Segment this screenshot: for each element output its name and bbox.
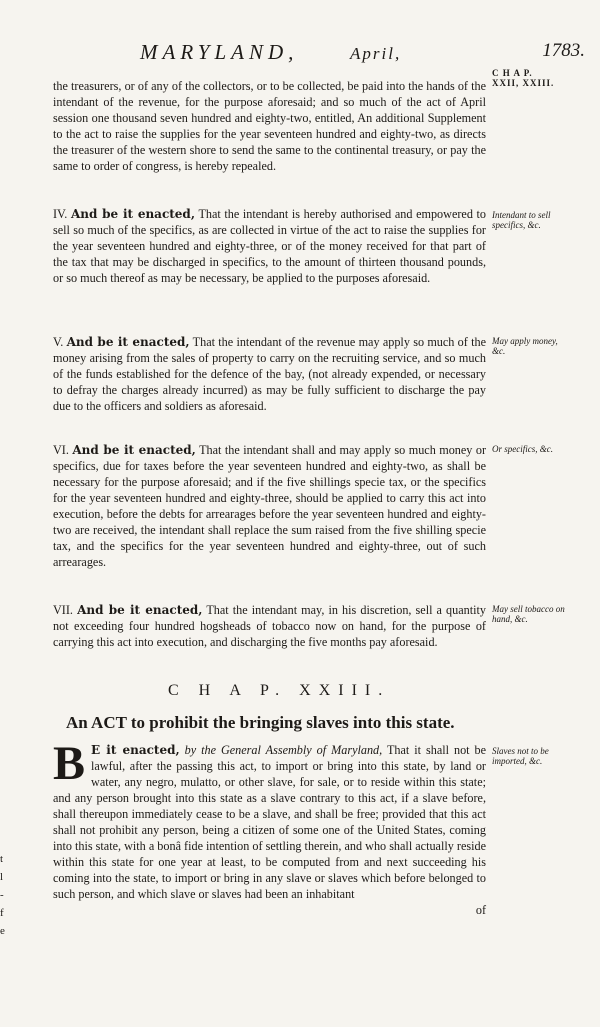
drop-cap: B [53,737,86,790]
margin-note-v: May apply money, &c. [492,336,558,356]
running-header [40,38,585,66]
section-number: V. [53,335,64,349]
paragraph-intro-text: the treasurers, or of any of the collectors, or to be collected, be paid into the hands of the intendant of the revenue, for the purpose aforesaid; and so much of the act of April session one thousand seven hundred and eighty-two, entitled, An additional Supplement to the act to raise the supplies for the year seventeen hundred and eighty-two, as directs the treasurer of the western shore to send the same to the continental treasury, or pay the same to order of congress, is hereby repealed. [53,79,486,173]
section-text: That it shall not be lawful, after the passing this act, to import or bring into this state, by land or water, any negro, mulatto, or other slave, for sale, or to reside within this state; and any person brought into this state as a slave contrary to this act, if a slave before, shall thereupon immediately cease to be a slave, and shall be free; provided that this act shall not prohibit any person, being a citizen of some one of the United States, coming into this state, with a bonâ fide intention of settling therein, and who shall actually reside within this state for one year at least, to be computed from and next succeeding his coming into the state, to import or bring in any slave or slaves which before belonged to such person, and which slave or slaves had been an inhabitant [53,743,487,901]
chapter-ref-note: C H A P. XXII, XXIII. [492,68,555,88]
left-edge-letters [0,850,10,940]
margin-note-vii: May sell tobacco on hand, &c. [492,604,565,624]
assembly-phrase: by the General Assembly of Maryland, [184,743,383,757]
enacting-clause: And be it enacted, [66,335,190,349]
catchword: of [475,903,486,917]
edge-letter: t [0,853,4,865]
section-number: VI. [53,443,69,457]
edge-letter: - [0,889,4,901]
section-text: That the intendant of the revenue may apply so much of the money arising from the sales of property to carry on the recruiting service, and so much of the funds established for the defence of the bay, (not already expended, or necessary to defray the charges already incurred) as may be fully sufficient to discharge the pay due to the officers and soldiers as aforesaid. [53,335,487,413]
section-v [53,334,486,414]
section-number: VII. [53,603,73,617]
enacting-clause: E it enacted, [91,743,180,757]
edge-letter: f [0,907,4,919]
section-number: IV. [53,207,68,221]
edge-letter: e [0,925,5,937]
paragraph-intro [53,78,486,174]
margin-note-slaves: Slaves not to be imported, &c. [492,746,549,766]
header-year: 1783. [542,40,585,61]
act-title: An ACT to prohibit the bringing slaves into this state. [66,713,455,732]
section-vi [53,442,486,570]
header-month: April, [350,44,402,63]
enacting-clause: And be it enacted, [72,443,196,457]
enacting-clause: And be it enacted, [70,207,196,221]
section-text: That the intendant is hereby authorised and empowered to sell so much of the specifics, as are collected in virtue of the act to raise the supplies for the year seventeen hundred and eighty-three, or of the money received for that part of the tax that may be discharged in specifics, to the amount of thirteen thousand pounds, or so much thereof as may be necessary, be applied to the purposes aforesaid. [53,207,487,285]
chapter-heading: C H A P. XXIII. [168,682,391,699]
margin-note-iv: Intendant to sell specifics, &c. [492,210,551,230]
section-text: That the intendant shall and may apply so much money or specifics, due for taxes before the year seventeen hundred and eighty-two, as shall be necessary for the purpose aforesaid; and if the five shillings specie tax, or the specifics for the year seventeen hundred and eighty-three, should be applied to carry this act into execution, before the debts for arrearages before the year seventeen hundred and eighty-two are received, the intendant shall replace the sum raised from the five shilling specie tax, and the specifics for the year seventeen hundred and eighty-three, out of such arrearages. [53,443,487,569]
section-iv [53,206,486,286]
edge-letter: l [0,871,4,883]
section-vii [53,602,486,650]
margin-note-vi: Or specifics, &c. [492,444,553,454]
section-slave-act [53,737,487,918]
section-text: That the intendant may, in his discretion, sell a quantity not exceeding four hundred hogsheads of tobacco now on hand, for the purpose of carrying this act into execution, and discharging the five months pay aforesaid. [53,603,486,649]
header-title: MARYLAND, [140,40,299,64]
enacting-clause: And be it enacted, [77,603,203,617]
